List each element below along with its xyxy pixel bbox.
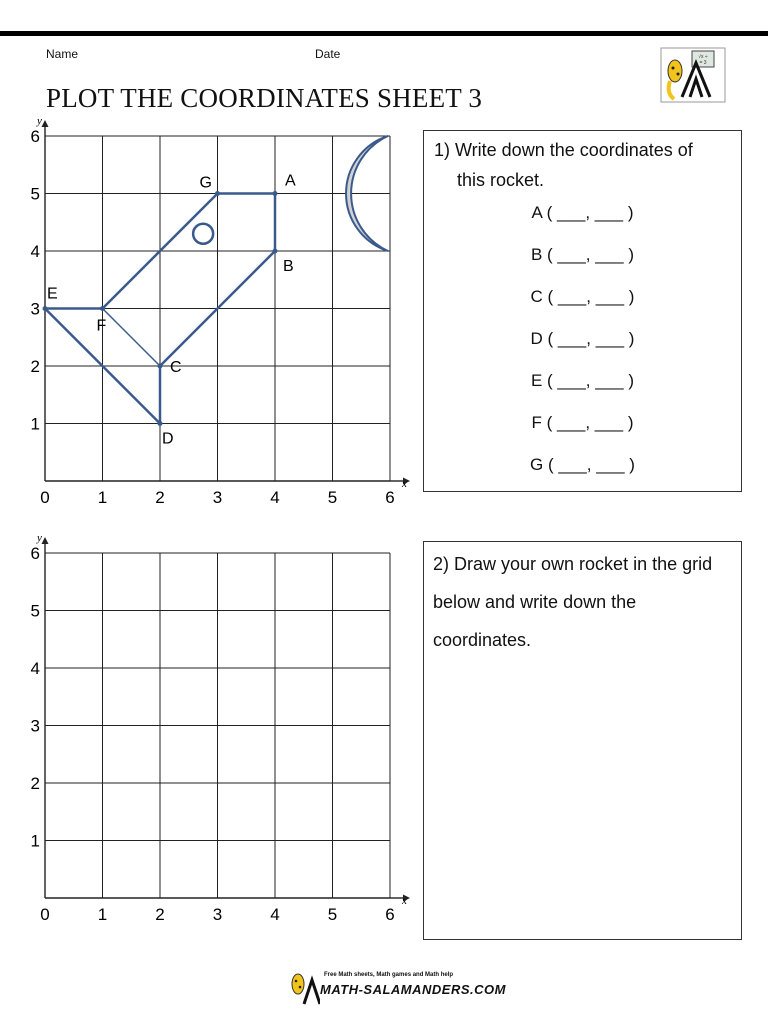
point-label-d: D (162, 430, 174, 448)
point-label-f: F (96, 317, 107, 335)
footer (286, 968, 506, 1008)
point-marker (215, 191, 220, 196)
y-tick-label: 1 (30, 414, 40, 434)
svg-text:= 3: = 3 (699, 60, 707, 66)
answer-item: F ( ___, ___ ) (531, 413, 634, 432)
y-axis-label: y (37, 115, 42, 127)
point-label-a: A (285, 172, 296, 190)
page-title: PLOT THE COORDINATES SHEET 3 (46, 83, 483, 113)
y-tick-label: 3 (30, 716, 40, 736)
x-tick-label: 5 (327, 488, 338, 507)
y-axis-label: y (37, 532, 42, 544)
point-label-g: G (199, 174, 212, 192)
x-tick-label: 0 (40, 905, 50, 924)
y-tick-label: 2 (30, 357, 40, 376)
y-tick-label: 6 (30, 127, 40, 146)
x-tick-label: 2 (155, 905, 165, 924)
point-label-e: E (47, 285, 58, 303)
question-1-box (423, 130, 742, 492)
y-tick-label: 1 (30, 831, 40, 851)
name-label: Name (46, 47, 79, 61)
y-axis-arrow-icon (42, 120, 49, 127)
x-tick-label: 1 (97, 905, 108, 924)
y-tick-label: 5 (30, 601, 40, 621)
point-marker (158, 421, 163, 426)
y-tick-label: 4 (30, 659, 40, 678)
question-2-text: 2) Draw your own rocket in the grid below and write down the coordinates. (433, 554, 713, 650)
footer-brand: MATH-SALAMANDERS.COM (320, 982, 506, 997)
y-tick-label: 4 (30, 242, 40, 261)
footer-tagline: Free Math sheets, Math games and Math help (324, 972, 454, 978)
x-axis-label: x (402, 478, 407, 490)
x-tick-label: 5 (327, 905, 338, 924)
x-tick-label: 1 (97, 488, 108, 507)
point-marker (273, 249, 278, 254)
bottom-grid (31, 532, 410, 924)
svg-text:√x ÷: √x ÷ (698, 54, 708, 60)
y-axis-arrow-icon (42, 537, 49, 544)
y-tick-label: 3 (30, 299, 40, 319)
y-tick-label: 5 (30, 184, 40, 204)
answer-item: A ( ___, ___ ) (531, 203, 634, 222)
answer-item: C ( ___, ___ ) (530, 287, 635, 306)
point-marker (100, 306, 105, 311)
answer-item: G ( ___, ___ ) (530, 455, 635, 474)
y-tick-label: 6 (30, 544, 40, 563)
x-tick-label: 2 (155, 488, 165, 507)
answer-item: B ( ___, ___ ) (530, 245, 634, 264)
salamander-footer-icon (286, 970, 320, 1006)
x-tick-label: 6 (385, 905, 395, 924)
point-marker (43, 306, 48, 311)
rocket-inner-edge (103, 309, 161, 367)
rocket-shape (43, 173, 297, 448)
x-tick-label: 3 (212, 488, 223, 507)
x-tick-label: 4 (270, 905, 280, 924)
x-tick-label: 0 (40, 488, 50, 507)
x-tick-label: 4 (270, 488, 280, 507)
answer-item: D ( ___, ___ ) (530, 329, 635, 348)
question-2-box (423, 541, 742, 940)
question-1-text-continued: this rocket. (457, 170, 545, 190)
point-label-c: C (170, 359, 182, 376)
x-tick-label: 3 (212, 905, 223, 924)
date-label: Date (315, 47, 341, 61)
point-marker (273, 191, 278, 196)
point-marker (158, 364, 163, 369)
y-tick-label: 2 (30, 774, 40, 793)
x-axis-label: x (402, 895, 407, 907)
rocket-window (193, 224, 213, 244)
question-1-text: 1) Write down the coordinates of (434, 140, 693, 160)
point-label-b: B (283, 258, 294, 275)
answer-item: E ( ___, ___ ) (530, 371, 634, 390)
x-tick-label: 6 (385, 488, 395, 507)
